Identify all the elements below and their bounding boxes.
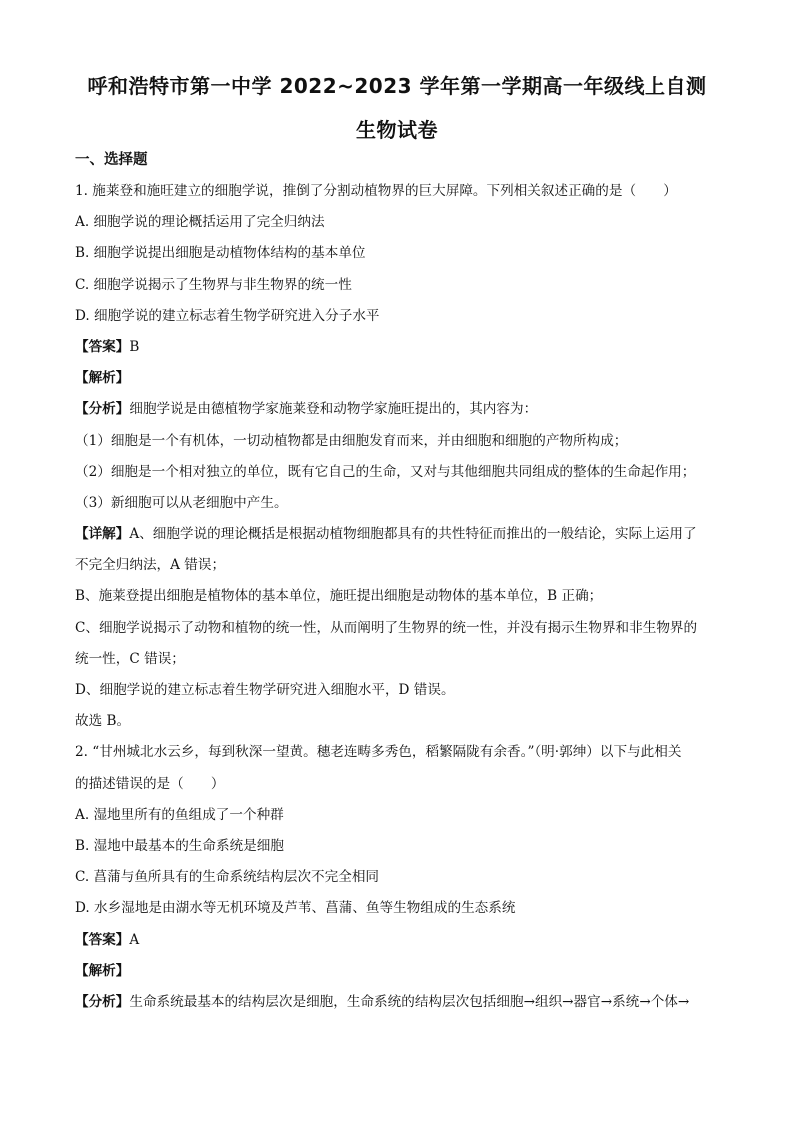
text-line [75,550,725,581]
line-text: B [129,338,140,355]
text-line [75,270,725,301]
line-tag: 【分析】 [75,401,130,418]
line-text: （3）新细胞可以从老细胞中产生。 [75,494,288,511]
line-text: 生命系统最基本的结构层次是细胞，生命系统的结构层次包括细胞→组织→器官→系统→个体→ [129,993,690,1010]
line-tag: 【详解】 [75,526,130,543]
line-text: 2. “甘州城北水云乡，每到秋深一望黄。穗老连畴多秀色，稻繁隔陇有余香。”（明·郭绅）以下与此相关 [75,744,682,761]
text-line [75,519,725,550]
line-text: A [129,931,140,948]
text-line [75,675,725,706]
text-line [75,987,725,1018]
text-line [75,893,725,924]
line-tag: 【分析】 [75,993,130,1010]
text-line [75,644,725,675]
text-line [75,769,725,800]
text-line [75,925,725,956]
text-line [75,831,725,862]
line-tag: 【答案】 [75,338,130,355]
line-text: C. 细胞学说揭示了生物界与非生物界的统一性 [75,276,352,293]
line-text: D. 水乡湿地是由湖水等无机环境及芦苇、菖蒲、鱼等生物组成的生态系统 [75,900,516,917]
text-line [75,956,725,987]
line-text: 1. 施莱登和施旺建立的细胞学说，推倒了分割动植物界的巨大屏障。下列相关叙述正确的是（ ） [75,183,677,199]
text-line [75,737,725,768]
document-body [75,176,725,1018]
line-text: 统一性，C 错误； [75,650,185,667]
section-heading: 一、选择题 [75,152,148,168]
text-line [75,457,725,488]
line-tag: 【解析】 [75,962,130,979]
line-text: （1）细胞是一个有机体，一切动植物都是由细胞发育而来，并由细胞和细胞的产物所构成； [75,432,628,449]
text-line [75,363,725,394]
text-line [75,238,725,269]
line-text: B. 湿地中最基本的生命系统是细胞 [75,837,284,854]
line-text: 不完全归纳法，A 错误； [75,557,226,574]
text-line [75,332,725,363]
line-tag: 【答案】 [75,931,130,948]
text-line [75,207,725,238]
text-line [75,394,725,425]
line-text: 的描述错误的是（ ） [75,775,225,792]
line-text: A、细胞学说的理论概括是根据动植物细胞都具有的共性特征而推出的一般结论，实际上运用了 [129,526,697,543]
text-line [75,800,725,831]
line-text: B. 细胞学说提出细胞是动植物体结构的基本单位 [75,245,366,262]
line-text: A. 细胞学说的理论概括运用了完全归纳法 [75,214,325,231]
line-text: B、施莱登提出细胞是植物体的基本单位，施旺提出细胞是动物体的基本单位，B 正确； [75,588,603,605]
line-text: 故选 B。 [75,713,131,730]
text-line [75,581,725,612]
text-line [75,426,725,457]
line-text: C、细胞学说揭示了动物和植物的统一性，从而阐明了生物界的统一性，并没有揭示生物界和非生物界的 [75,619,698,636]
text-line [75,862,725,893]
line-tag: 【解析】 [75,370,130,387]
line-text: D、细胞学说的建立标志着生物学研究进入细胞水平，D 错误。 [75,682,455,698]
line-text: 细胞学说是由德植物学家施莱登和动物学家施旺提出的，其内容为： [129,401,538,418]
text-line [75,176,725,207]
line-text: A. 湿地里所有的鱼组成了一个种群 [75,806,284,823]
text-line [75,488,725,519]
exam-subtitle: 生物试卷 [356,118,438,142]
line-text: （2）细胞是一个相对独立的单位，既有它自己的生命，又对与其他细胞共同组成的整体的生命起作用； [75,463,696,480]
text-line [75,706,725,737]
text-line [75,301,725,332]
line-text: D. 细胞学说的建立标志着生物学研究进入分子水平 [75,307,380,324]
exam-title: 呼和浩特市第一中学 2022~2023 学年第一学期高一年级线上自测 [87,74,707,98]
text-line [75,613,725,644]
line-text: C. 菖蒲与鱼所具有的生命系统结构层次不完全相同 [75,869,380,886]
